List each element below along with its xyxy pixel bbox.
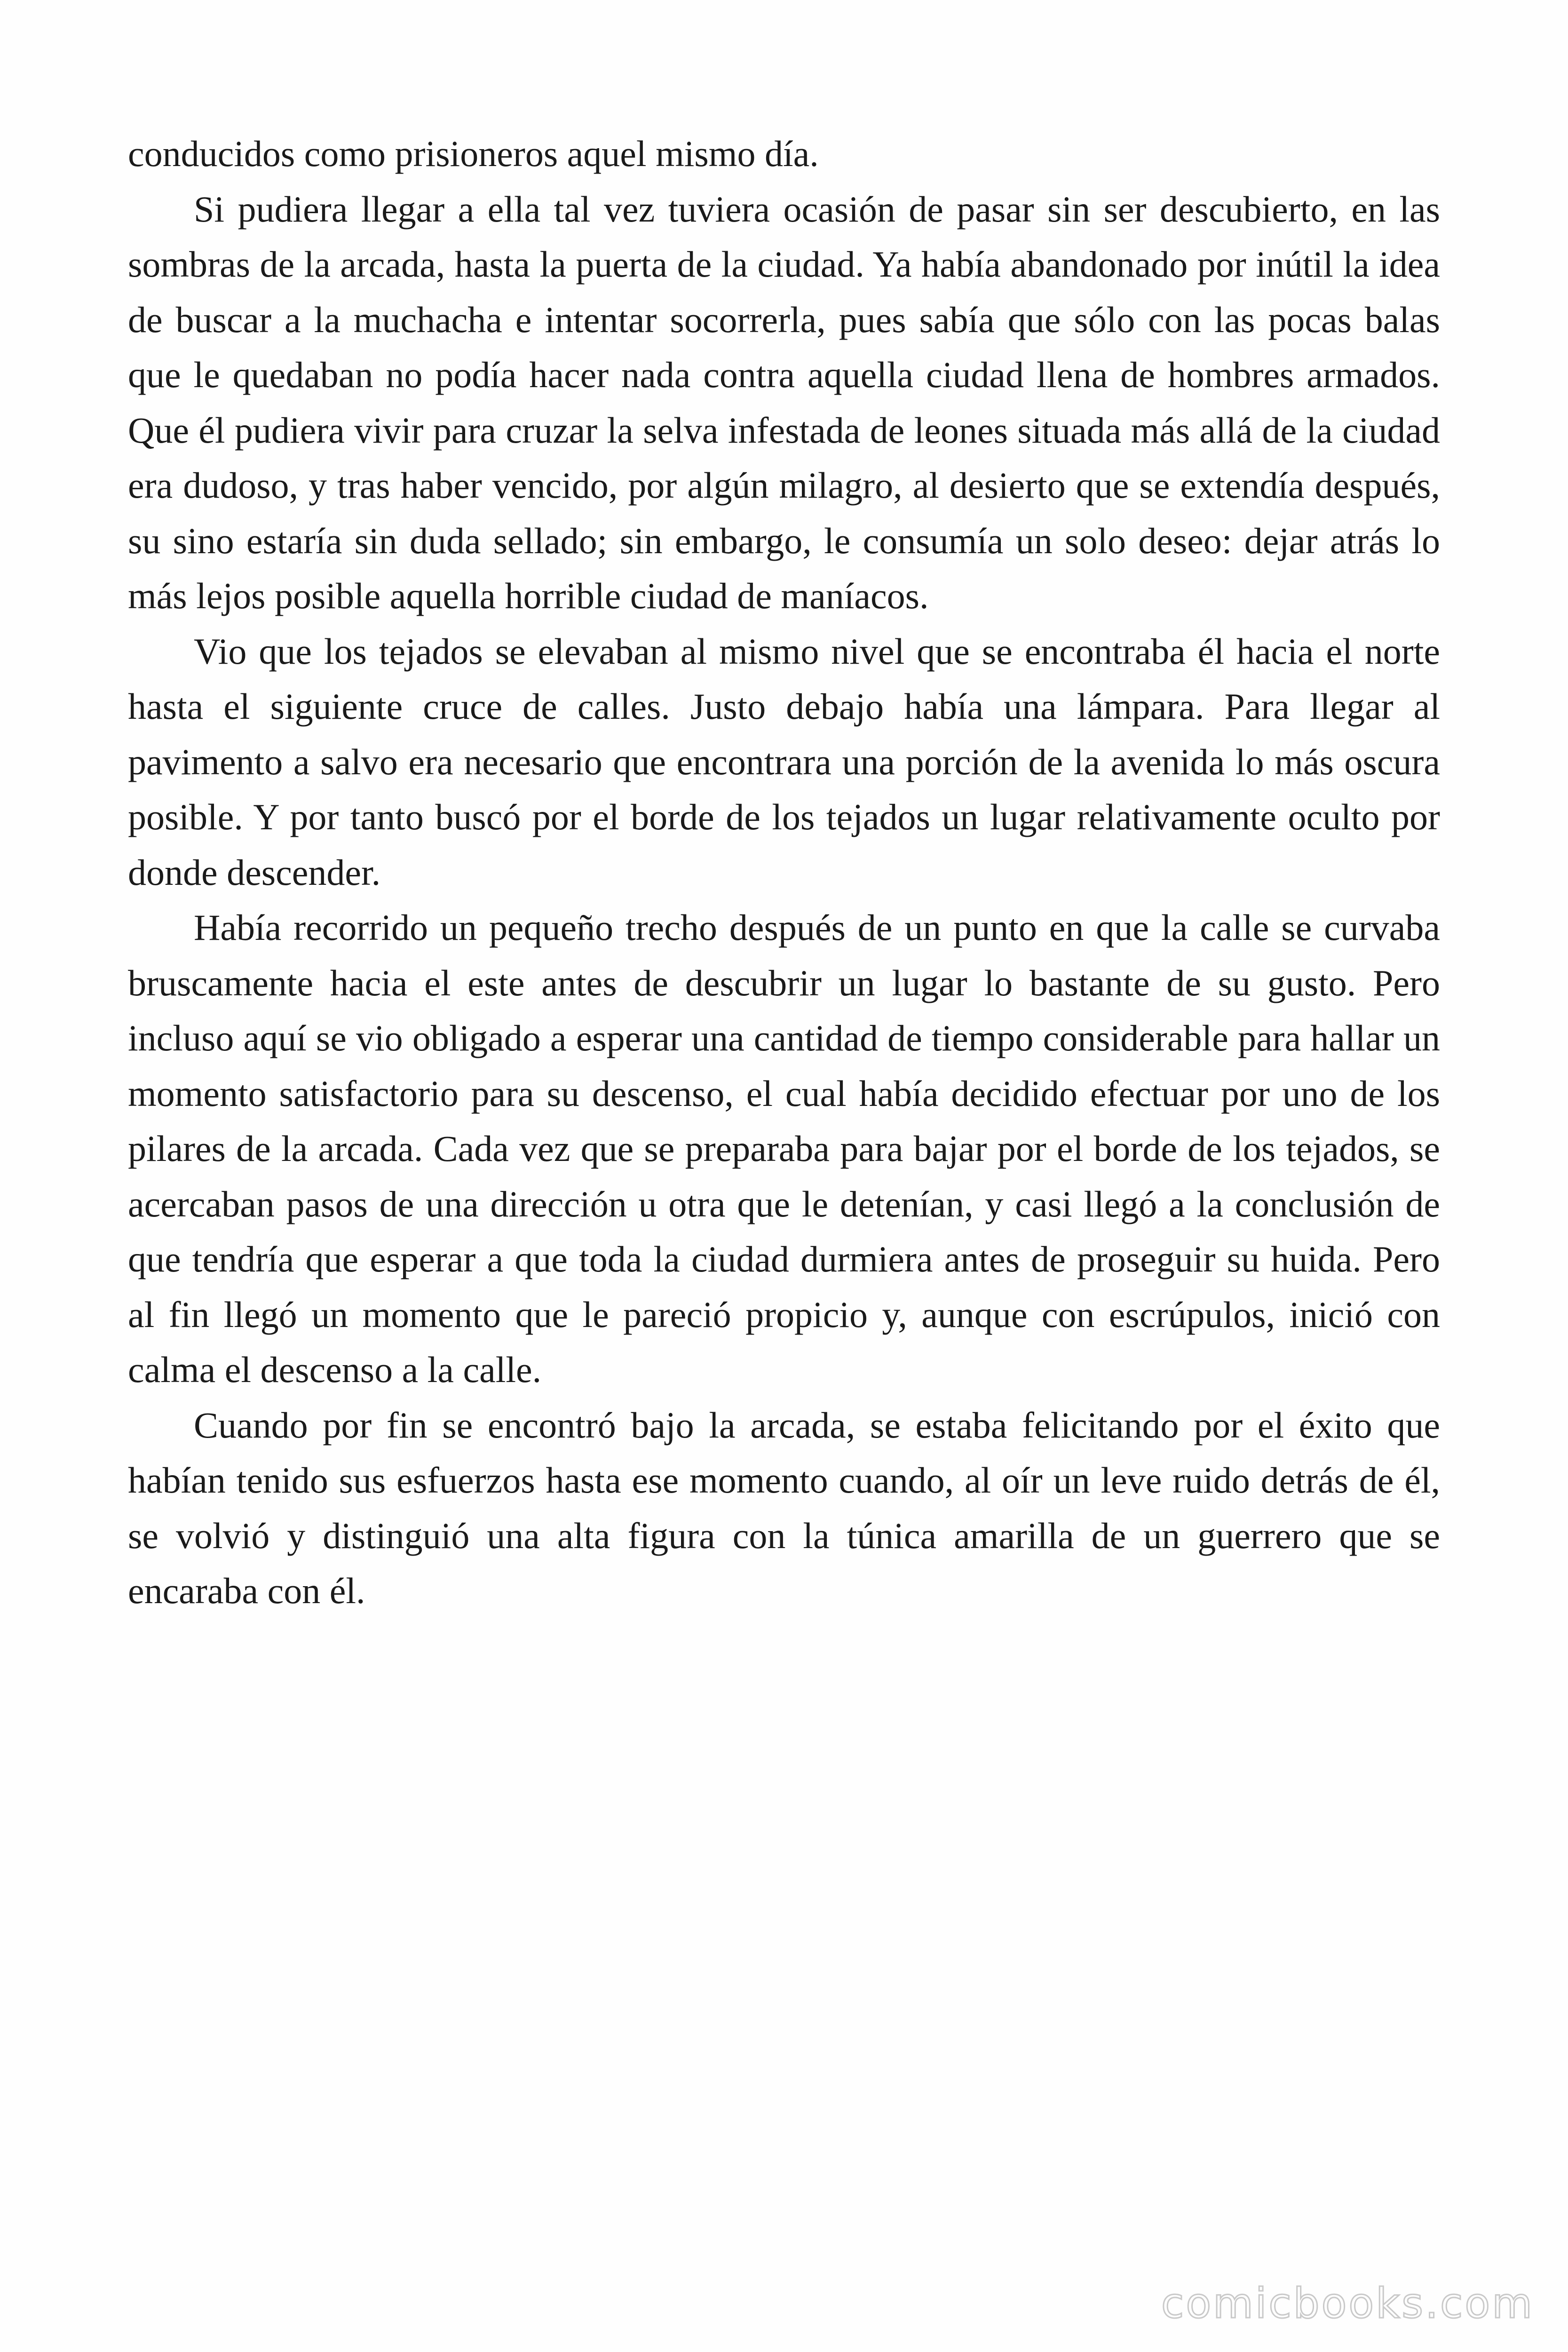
paragraph: Si pudiera llegar a ella tal vez tuviera ocasión de pasar sin ser descubierto, en las sombras de la arcada, hasta la puerta de la ciudad. Ya había abandonado por inútil la idea de buscar a la muchacha e intentar socorrerla, pues sabía que sólo con las pocas balas que le quedaban no podía hacer nada contra aquella ciudad llena de hombres armados. Que él pudiera vivir para cruzar la selva infestada de leones situada más allá de la ciudad era dudoso, y tras haber vencido, por algún milagro, al desierto que se extendía después, su sino estaría sin duda sellado; sin embargo, le consumía un solo deseo: dejar atrás lo más lejos posible aquella horrible ciudad de maníacos. (128, 188, 1440, 616)
paragraph: Cuando por fin se encontró bajo la arcada, se estaba felicitando por el éxito que habían tenido sus esfuerzos hasta ese momento cuando, al oír un leve ruido detrás de él, se volvió y distinguió una alta figura con la túnica amarilla de un guerrero que se encaraba con él. (128, 1404, 1440, 1611)
paragraph-continuation: conducidos como prisioneros aquel mismo día. (128, 133, 819, 174)
watermark: comicbooks.com (1161, 2279, 1534, 2328)
body-text (128, 126, 1440, 1619)
paragraph: Había recorrido un pequeño trecho después de un punto en que la calle se curvaba bruscamente hacia el este antes de descubrir un lugar lo bastante de su gusto. Pero incluso aquí se vio obligado a esperar una cantidad de tiempo considerable para hallar un momento satisfactorio para su descenso, el cual había decidido efectuar por uno de los pilares de la arcada. Cada vez que se preparaba para bajar por el borde de los tejados, se acercaban pasos de una dirección u otra que le detenían, y casi llegó a la conclusión de que tendría que esperar a que toda la ciudad durmiera antes de proseguir su huida. Pero al fin llegó un momento que le pareció propicio y, aunque con escrúpulos, inició con calma el descenso a la calle. (128, 907, 1440, 1390)
paragraph: Vio que los tejados se elevaban al mismo nivel que se encontraba él hacia el norte hasta el siguiente cruce de calles. Justo debajo había una lámpara. Para llegar al pavimento a salvo era necesario que encontrara una porción de la avenida lo más oscura posible. Y por tanto buscó por el borde de los tejados un lugar relativamente oculto por donde descender. (128, 630, 1440, 893)
